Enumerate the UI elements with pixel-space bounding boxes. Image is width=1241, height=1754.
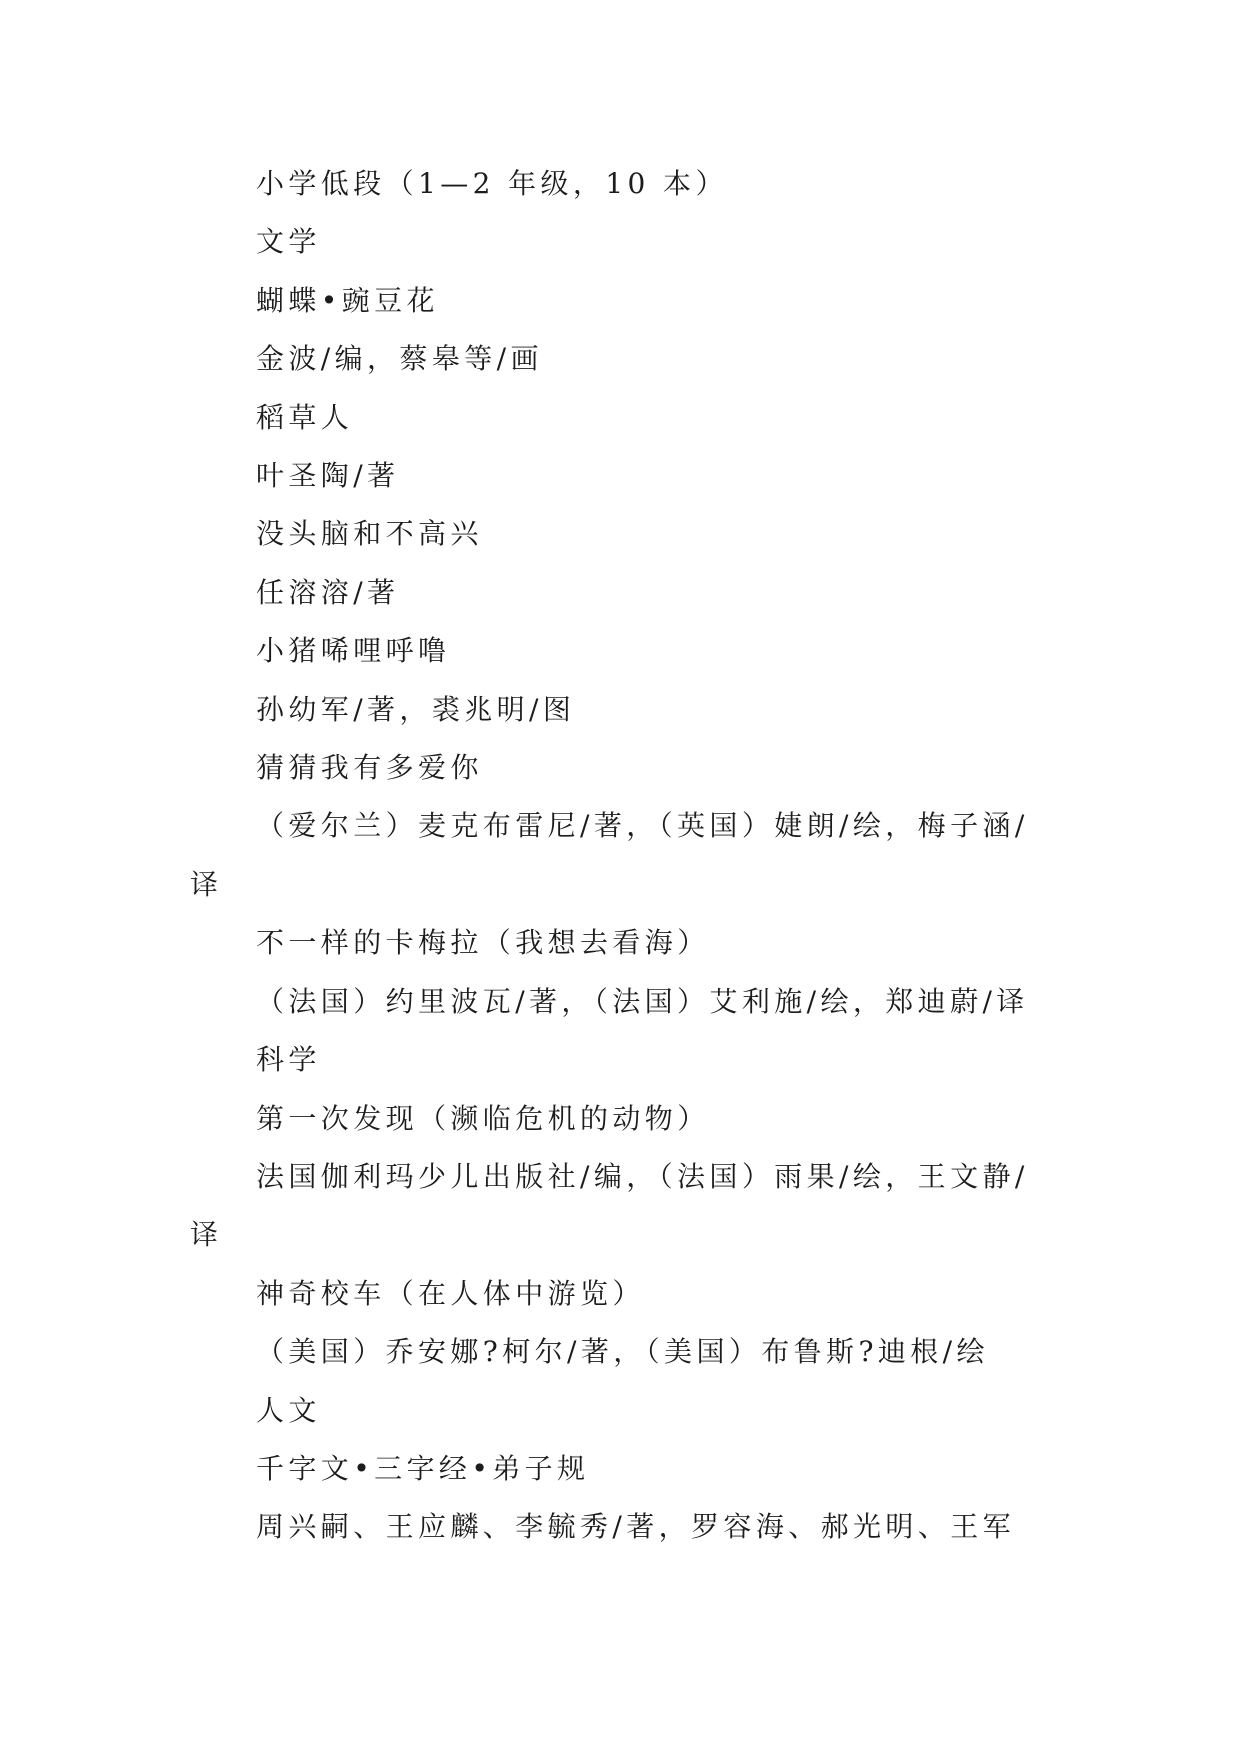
book-title: 猜猜我有多爱你 xyxy=(256,751,483,785)
book-title: 蝴蝶•豌豆花 xyxy=(256,283,439,317)
category-heading: 人文 xyxy=(256,1393,321,1427)
book-credits: 孙幼军/著，裘兆明/图 xyxy=(256,692,576,726)
book-title: 神奇校车（在人体中游览） xyxy=(256,1276,645,1310)
document-body xyxy=(190,155,1058,1557)
book-entry xyxy=(190,1440,1058,1557)
book-credits: （美国）乔安娜?柯尔/著，（美国）布鲁斯?迪根/绘 xyxy=(256,1335,989,1369)
grade-heading: 小学低段（1—2 年级，10 本） xyxy=(256,167,728,200)
book-entry xyxy=(190,1265,1058,1382)
book-credits: 叶圣陶/著 xyxy=(256,459,400,493)
book-credits: （法国）约里波瓦/著，（法国）艾利施/绘，郑迪蔚/译 xyxy=(256,984,1029,1018)
section-literature xyxy=(190,213,1058,1031)
book-title: 不一样的卡梅拉（我想去看海） xyxy=(256,926,710,960)
book-title: 第一次发现（濒临危机的动物） xyxy=(256,1101,710,1135)
book-credits: 任溶溶/著 xyxy=(256,575,400,609)
book-title: 稻草人 xyxy=(256,400,354,434)
book-entry xyxy=(190,1090,1058,1265)
book-entry xyxy=(190,739,1058,914)
book-entry xyxy=(190,505,1058,622)
section-science xyxy=(190,1031,1058,1381)
book-title: 没头脑和不高兴 xyxy=(256,517,483,551)
book-entry xyxy=(190,914,1058,1031)
book-credits: 周兴嗣、王应麟、李毓秀/著，罗容海、郝光明、王军 xyxy=(256,1510,1016,1544)
book-entry xyxy=(190,389,1058,506)
category-heading: 科学 xyxy=(256,1043,321,1077)
book-credits: 金波/编，蔡皋等/画 xyxy=(256,342,543,376)
book-title: 小猪唏哩呼噜 xyxy=(256,634,451,668)
book-credits: （爱尔兰）麦克布雷尼/著，（英国）婕朗/绘，梅子涵/译 xyxy=(190,809,1029,901)
category-heading: 文学 xyxy=(256,225,321,259)
book-entry xyxy=(190,622,1058,739)
book-title: 千字文•三字经•弟子规 xyxy=(256,1451,590,1485)
book-credits: 法国伽利玛少儿出版社/编，（法国）雨果/绘，王文静/译 xyxy=(190,1159,1029,1252)
book-entry xyxy=(190,272,1058,389)
section-humanities xyxy=(190,1382,1058,1557)
